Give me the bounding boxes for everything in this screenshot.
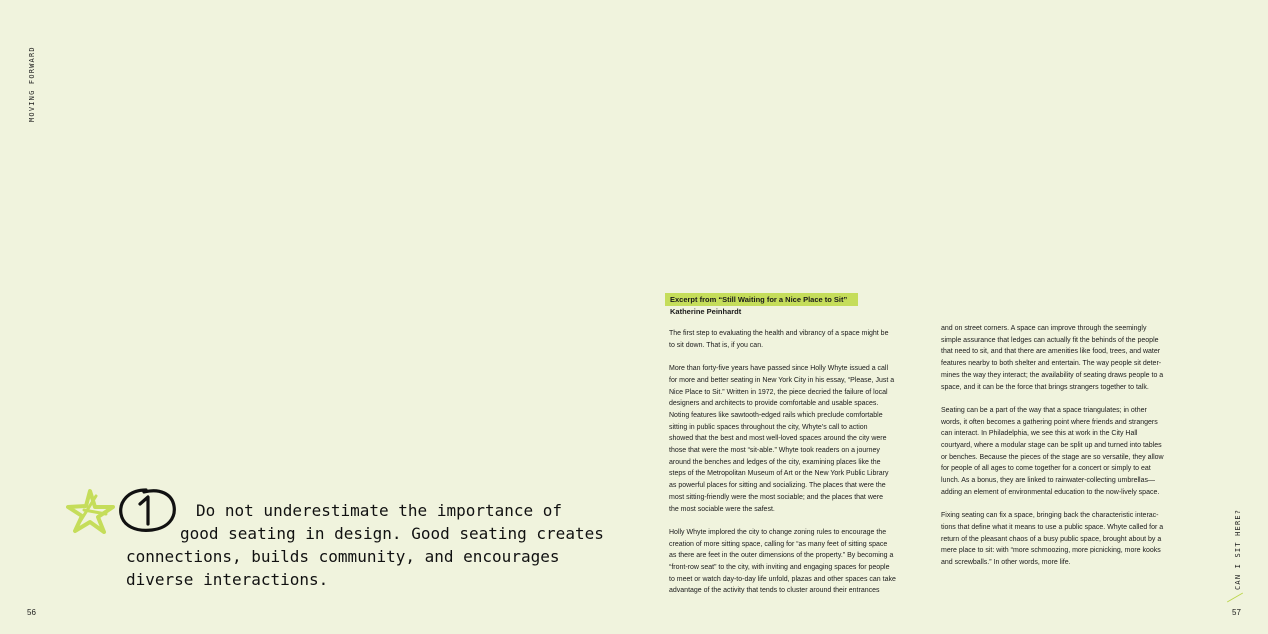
text-column-1	[669, 328, 896, 609]
text-line: steps of the Metropolitan Museum of Art or the New York Public Library	[669, 470, 889, 478]
text-line: “front-row seat” to the city, with inviting and engaging spaces for people	[669, 564, 890, 572]
running-header-left: MOVING FORWARD	[28, 46, 36, 122]
text-line: those that were the most “sit-able.” Whyte took readers on a journey	[669, 447, 880, 455]
excerpt-author: Katherine Peinhardt	[670, 307, 742, 316]
text-line: courtyard, where a modular stage can be split up and turned into tables	[941, 442, 1162, 450]
page-number-left: 56	[27, 608, 36, 617]
text-line: mere place to sit: with “more schmoozing, more picnicking, more kooks	[941, 547, 1161, 555]
paragraph	[941, 323, 1164, 393]
text-line: space, and it can be the force that brings strangers together to talk.	[941, 383, 1149, 391]
text-line: showed that the best and most well-loved spaces around the city were	[669, 435, 887, 443]
text-line: that need to sit, and that there are amenities like food, trees, and water	[941, 348, 1161, 356]
text-line: can interact. In Philadelphia, we see this at work in the City Hall	[941, 430, 1138, 438]
text-line: tions that define what it means to use a public space. Whyte called for a	[941, 523, 1164, 531]
text-line: return of the pleasant chaos of a busy public space, brought about by a	[941, 535, 1162, 543]
text-line: Nice Place to Sit.” Written in 1972, the piece decried the failure of local	[669, 388, 888, 396]
text-line: words, it often becomes a gathering point where friends and strangers	[941, 418, 1158, 426]
star-icon	[66, 488, 116, 534]
text-line: simple assurance that ledges can actually fit the behinds of the people	[941, 336, 1159, 344]
text-line: Holly Whyte implored the city to change zoning rules to encourage the	[669, 528, 887, 536]
text-line: to meet or watch day-to-day life unfold, plazas and other spaces can take	[669, 575, 896, 583]
text-line: around the benches and ledges of the city, examining places like the	[669, 458, 881, 466]
text-line: creation of more sitting space, calling for “as many feet of sitting space	[669, 540, 888, 548]
paragraph	[669, 527, 896, 597]
text-line: designers and architects to provide comfortable and usable spaces.	[669, 400, 879, 408]
quote-line-1: Do not underestimate the importance of	[196, 501, 563, 520]
text-line: Seating can be a part of the way that a space triangulates; in other	[941, 406, 1147, 414]
text-line: the most sociable were the safest.	[669, 505, 775, 513]
excerpt-title: Excerpt from “Still Waiting for a Nice Place to Sit”	[670, 295, 848, 304]
text-line: adding an element of environmental education to the now-lively space.	[941, 488, 1160, 496]
text-line: sitting in public spaces throughout the city, Whyte’s call to action	[669, 423, 868, 431]
quote-line-4: diverse interactions.	[126, 570, 329, 589]
page-number-right: 57	[1232, 608, 1241, 617]
text-line: and screwballs.” In other words, more life.	[941, 559, 1071, 567]
paragraph	[941, 405, 1164, 499]
text-line: The first step to evaluating the health and vibrancy of a space might be	[669, 330, 889, 337]
text-line: for more and better seating in New York City in his essay, “Please, Just a	[669, 376, 895, 384]
paragraph	[669, 363, 896, 515]
running-header-right: CAN I SIT HERE?	[1234, 508, 1242, 590]
paragraph	[941, 510, 1164, 569]
text-line: advantage of the activity that tends to cluster around their entrances	[669, 587, 880, 595]
paragraph	[669, 328, 896, 351]
text-line: More than forty-five years have passed since Holly Whyte issued a call	[669, 365, 889, 373]
text-line: as powerful places for sitting and socializing. The places that were the	[669, 482, 886, 490]
text-line: and on street corners. A space can improve through the seemingly	[941, 325, 1147, 332]
quote-line-2: good seating in design. Good seating creates	[180, 524, 604, 543]
text-line: to sit down. That is, if you can.	[669, 341, 764, 349]
text-line: mines the way they interact; the availability of seating draws people to a	[941, 371, 1164, 379]
text-line: lunch. As a bonus, they are linked to rainwater-collecting umbrellas—	[941, 477, 1155, 485]
accent-rule	[1227, 593, 1243, 603]
text-line: or benches. Because the pieces of the stage are so versatile, they allow	[941, 453, 1164, 461]
text-line: as there are feet in the outer dimensions of the property.” By becoming a	[669, 552, 894, 560]
text-line: Noting features like sawtooth-edged rails which preclude comfortable	[669, 411, 883, 419]
text-column-2	[941, 323, 1164, 580]
text-line: for people of all ages to come together for a concert or simply to eat	[941, 465, 1151, 473]
circle-one-icon	[116, 486, 180, 534]
quote-line-3: connections, builds community, and encourages	[126, 547, 560, 566]
text-line: Fixing seating can fix a space, bringing back the characteristic interac-	[941, 512, 1159, 520]
text-line: most sitting-friendly were the most sociable; and the places that were	[669, 493, 883, 501]
text-line: features nearby to both shelter and entertain. The way people sit deter-	[941, 360, 1162, 368]
